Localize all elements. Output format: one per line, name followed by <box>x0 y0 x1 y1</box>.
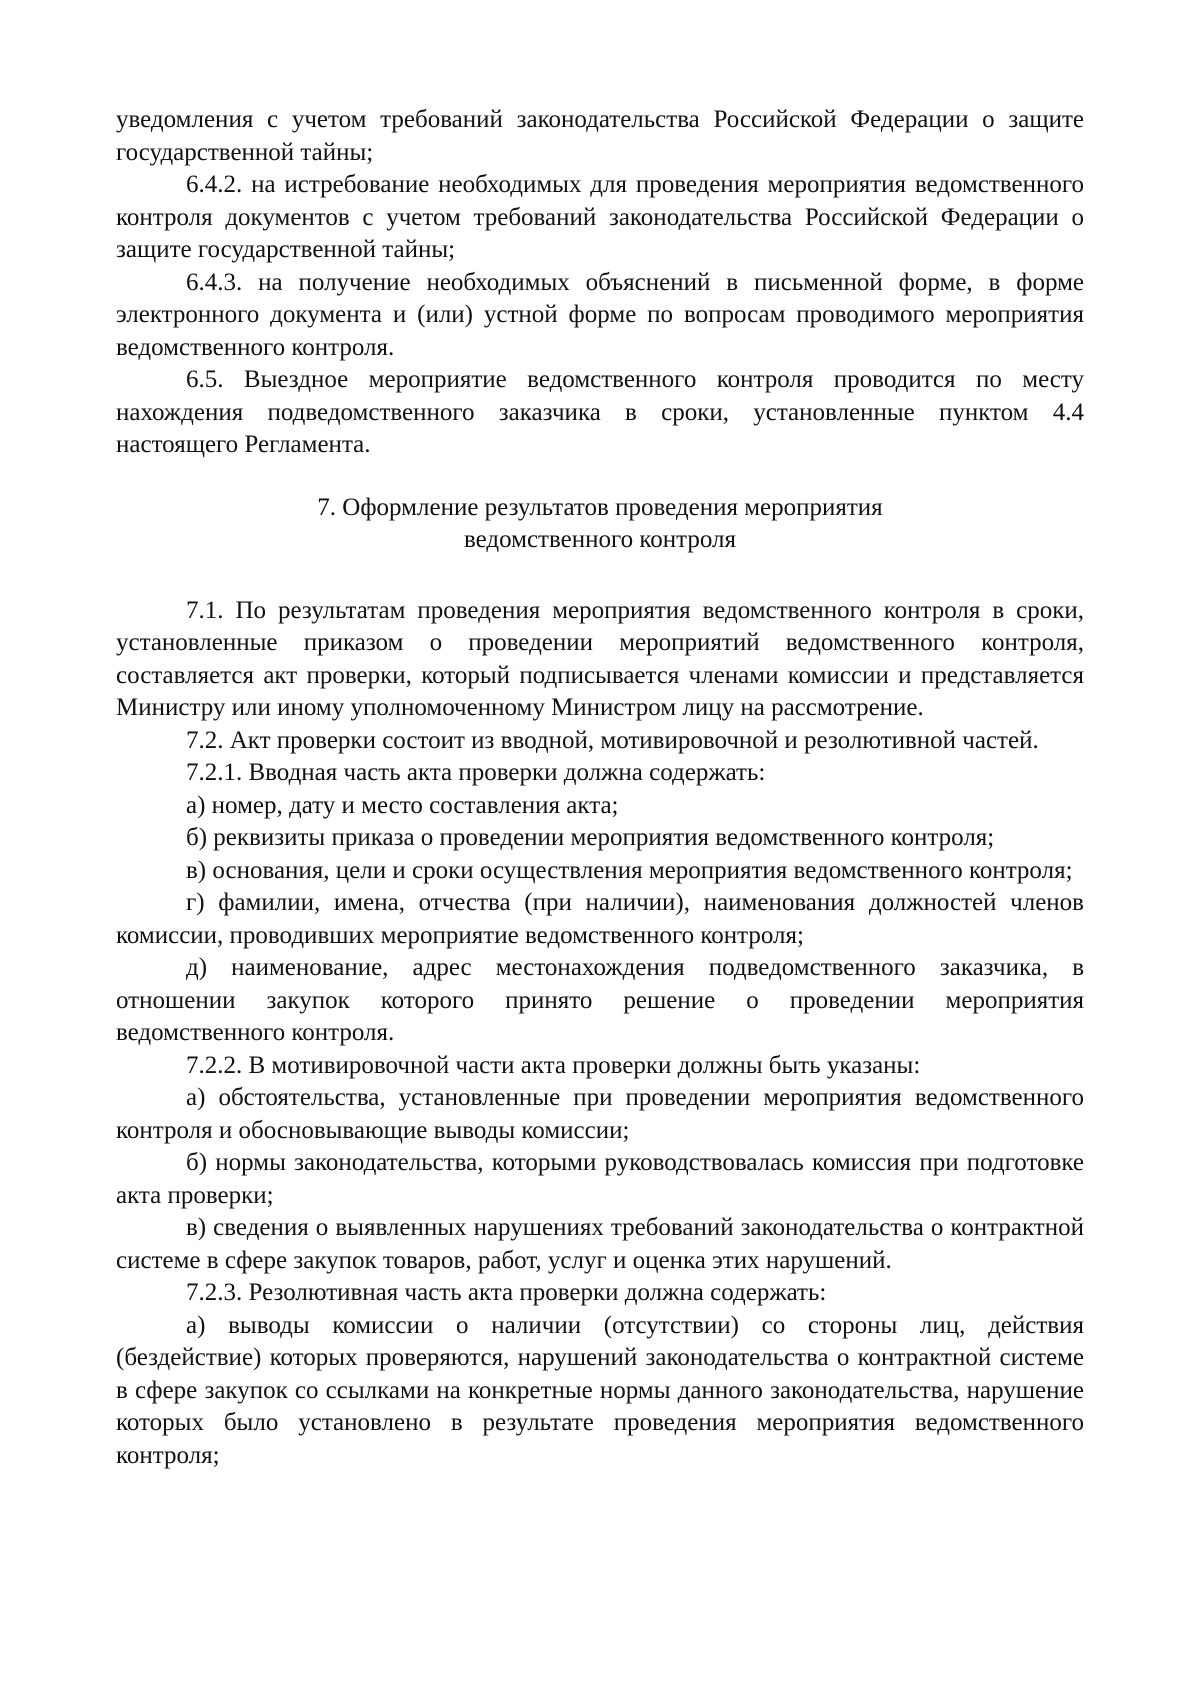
paragraph: д) наименование, адрес местонахождения подведомственного заказчика, в отношении закупок которого принято решение о проведении мероприятия ведомственного контроля. <box>116 954 1084 1046</box>
paragraph: а) обстоятельства, установленные при проведении мероприятия ведомственного контроля и обосновывающие выводы комиссии; <box>116 1084 1084 1144</box>
paragraph: уведомления с учетом требований законодательства Российской Федерации о защите государственной тайны; <box>116 106 1084 166</box>
paragraph: в) сведения о выявленных нарушениях требований законодательства о контрактной системе в сфере закупок товаров, работ, услуг и оценка этих нарушений. <box>116 1214 1084 1274</box>
paragraph: 6.5. Выездное мероприятие ведомственного контроля проводится по месту нахождения подведомственного заказчика в сроки, установленные пунктом 4.4 настоящего Регламента. <box>116 366 1084 458</box>
document-page <box>116 104 1084 1472</box>
paragraph: 7.2.1. Вводная часть акта проверки должна содержать: <box>186 759 766 786</box>
paragraph: а) номер, дату и место составления акта; <box>186 791 619 819</box>
paragraph: 6.4.2. на истребование необходимых для проведения мероприятия ведомственного контроля документов с учетом требований законодательства Российской Федерации о защите государственной тайны; <box>116 171 1084 263</box>
section-heading-line: 7. Оформление результатов проведения мероприятия <box>317 493 883 521</box>
paragraph: в) основания, цели и сроки осуществления мероприятия ведомственного контроля; <box>186 856 1073 884</box>
paragraph: 7.2.3. Резолютивная часть акта проверки должна содержать: <box>186 1279 827 1306</box>
paragraph: г) фамилии, имена, отчества (при наличии), наименования должностей членов комиссии, проводивших мероприятие ведомственного контроля; <box>116 889 1084 949</box>
paragraph: 7.2.2. В мотивировочной части акта проверки должны быть указаны: <box>186 1051 921 1079</box>
paragraph: 7.2. Акт проверки состоит из вводной, мотивировочной и резолютивной частей. <box>186 726 1039 754</box>
section-heading-line: ведомственного контроля <box>463 526 737 553</box>
paragraph: б) нормы законодательства, которыми руководствовалась комиссия при подготовке акта проверки; <box>116 1149 1084 1209</box>
section-heading <box>116 492 1084 557</box>
paragraph: а) выводы комиссии о наличии (отсутствии) со стороны лиц, действия (бездействие) которых проверяются, нарушений законодательства о контрактной системе в сфере закупок со ссылками на конкретные нормы данного законодательства, нарушение которых было установлено в результате проведения мероприятия ведомственного контроля; <box>116 1311 1084 1469</box>
paragraph: 6.4.3. на получение необходимых объяснений в письменной форме, в форме электронного документа и (или) устной форме по вопросам проводимого мероприятия ведомственного контроля. <box>116 268 1084 361</box>
paragraph: б) реквизиты приказа о проведении мероприятия ведомственного контроля; <box>186 824 995 851</box>
paragraph: 7.1. По результатам проведения мероприятия ведомственного контроля в сроки, установленные приказом о проведении мероприятий ведомственного контроля, составляется акт проверки, который подписывается членами комиссии и представляется Министру или иному уполномоченному Министром лицу на рассмотрение. <box>116 596 1084 721</box>
